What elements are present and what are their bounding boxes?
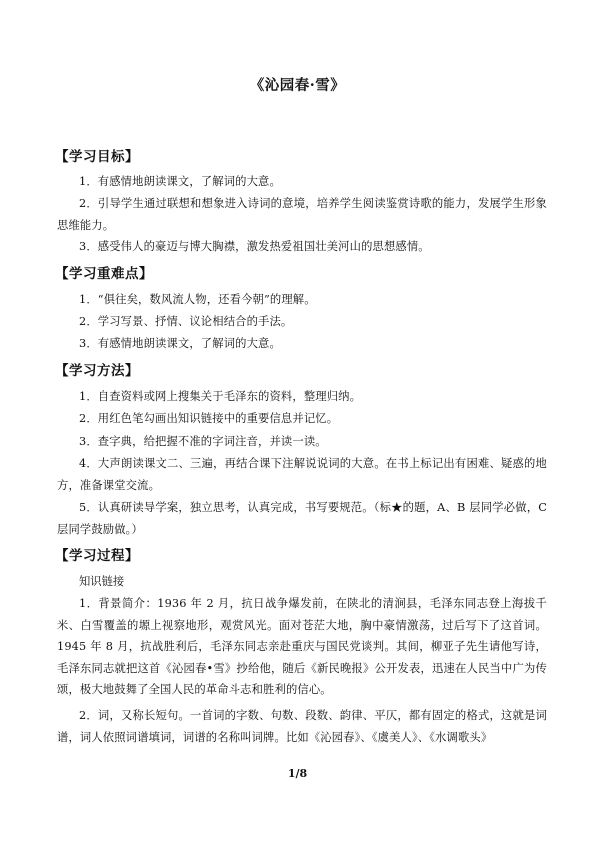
page-number: 1/8 — [287, 767, 308, 780]
goal-item-2: 2．引导学生通过联想和想象进入诗词的意境，培养学生阅读鉴赏诗歌的能力，发展学生形象思维能力。 — [57, 197, 547, 232]
process-item-1: 1．背景简介：1936 年 2 月，抗日战争爆发前，在陕北的清涧县，毛泽东同志登上海拔千米、白雪覆盖的塬上视察地形，观赏风光。面对苍茫大地，胸中豪情激荡，过后写下了这首词。1945 年 8 月，抗战胜利后，毛泽东同志亲赴重庆与国民党谈判。其间，柳亚子先生请他写诗，毛泽东同志就把这首《沁园春•雪》抄给他，随后《新民晚报》公开发表，迅速在人民当中广为传颂，极大地鼓舞了全国人民的革命斗志和胜利的信心。 — [57, 597, 547, 696]
goal-item-3: 3．感受伟人的豪迈与博大胸襟，激发热爱祖国壮美河山的思想感情。 — [79, 240, 430, 253]
method-item-5: 5．认真研读导学案，独立思考，认真完成，书写要规范。（标★的题，A、B 层同学必做，C 层同学鼓励做。） — [57, 501, 547, 536]
process-item-2: 2．词，又称长短句。一首词的字数、句数、段数、韵律、平仄，都有固定的格式，这就是词谱，词人依照词谱填词，词谱的名称叫词牌。比如《沁园春》、《虞美人》、《水调歌头》 — [57, 709, 547, 744]
document-title: 《沁园春·雪》 — [249, 77, 346, 94]
method-item-2: 2．用红色笔勾画出知识链接中的重要信息并记忆。 — [79, 412, 339, 425]
key-point-item-1: 1．“俱往矣，数风流人物，还看今朝”的理解。 — [79, 293, 316, 306]
method-item-4: 4．大声朗读课文二、三遍，再结合课下注解说说词的大意。在书上标记出有困难、疑惑的地方，准备课堂交流。 — [57, 457, 547, 492]
section-heading-methods: 【学习方法】 — [55, 363, 139, 379]
goal-item-1: 1．有感情地朗读课文，了解词的大意。 — [79, 175, 281, 188]
section-heading-process: 【学习过程】 — [55, 548, 139, 564]
knowledge-link-subheading: 知识链接 — [79, 575, 125, 588]
section-heading-key-points: 【学习重难点】 — [55, 266, 153, 282]
method-item-3: 3．查字典，给把握不准的字词注音，并读一读。 — [79, 435, 327, 448]
key-point-item-2: 2．学习写景、抒情、议论相结合的手法。 — [79, 315, 293, 328]
section-heading-goals: 【学习目标】 — [55, 149, 139, 165]
method-item-1: 1．自查资料或网上搜集关于毛泽东的资料，整理归纳。 — [79, 390, 362, 403]
key-point-item-3: 3．有感情地朗读课文，了解词的大意。 — [79, 337, 281, 350]
